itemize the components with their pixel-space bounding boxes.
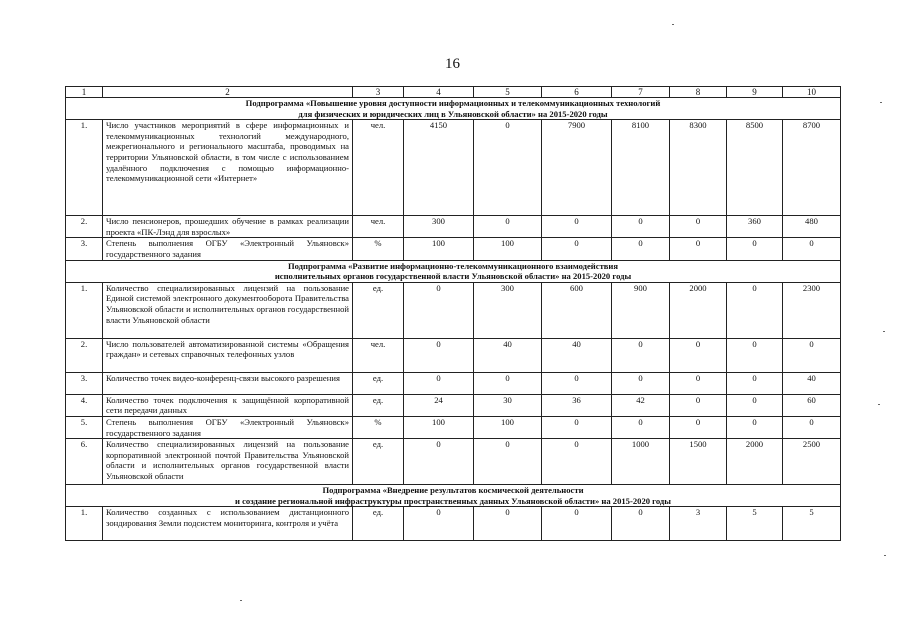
year-value: 24 (404, 394, 474, 416)
year-value: 0 (727, 338, 783, 372)
subprogram-title-line: Подпрограмма «Развитие информационно-телекоммуникационного взаимодействия (287, 260, 619, 271)
row-number: 3. (66, 372, 103, 394)
year-value: 8100 (612, 120, 670, 216)
year-value: 0 (612, 338, 670, 372)
year-value: 0 (783, 338, 841, 372)
year-value: 0 (404, 282, 474, 338)
row-number: 5. (66, 416, 103, 438)
year-value: 0 (474, 120, 542, 216)
year-value: 8700 (783, 120, 841, 216)
year-value: 0 (404, 507, 474, 541)
year-value: 0 (727, 282, 783, 338)
column-number: 5 (474, 87, 542, 98)
year-value: 0 (612, 238, 670, 260)
unit-of-measure: ед. (353, 394, 404, 416)
column-number: 4 (404, 87, 474, 98)
year-value: 60 (783, 394, 841, 416)
column-number: 6 (542, 87, 612, 98)
column-number-row (66, 87, 841, 98)
indicator-name: Количество точек видео-конференц-связи высокого разрешения (103, 372, 353, 394)
year-value: 0 (670, 394, 727, 416)
year-value: 0 (727, 238, 783, 260)
unit-of-measure: ед. (353, 439, 404, 485)
unit-of-measure: чел. (353, 338, 404, 372)
scan-speck (672, 24, 674, 25)
column-number: 8 (670, 87, 727, 98)
subprogram-title-line: для физических и юридических лиц в Ульяновской области» на 2015-2020 годы (298, 108, 608, 119)
indicator-name: Число участников мероприятий в сфере информационных и телекоммуникационных технологий международного, межрегионального и регионального масштаба, проводимых на территории Ульяновской области, в том числе с использованием удалённого подключения с помощью информационно-телекоммуникационной сети «Интернет» (103, 120, 353, 216)
subprogram-row (66, 98, 841, 120)
unit-of-measure: ед. (353, 282, 404, 338)
column-number: 3 (353, 87, 404, 98)
year-value: 0 (612, 416, 670, 438)
subprogram-row (66, 485, 841, 507)
year-value: 5 (727, 507, 783, 541)
year-value: 300 (404, 216, 474, 238)
indicator-name: Количество специализированных лицензий на пользование корпоративной электронной почтой Правительства Ульяновской области и исполнительных органов государственной власти Ульяновской области (103, 439, 353, 485)
year-value: 0 (727, 372, 783, 394)
indicator-row (66, 372, 841, 394)
indicator-name: Количество созданных с использованием дистанционного зондирования Земли подсистем мониторинга, контроля и учёта (103, 507, 353, 541)
year-value: 600 (542, 282, 612, 338)
indicator-name: Степень выполнения ОГБУ «Электронный Ульяновск» государственного задания (103, 238, 353, 260)
row-number: 1. (66, 282, 103, 338)
row-number: 2. (66, 216, 103, 238)
indicator-row (66, 120, 841, 216)
year-value: 100 (404, 416, 474, 438)
unit-of-measure: % (353, 416, 404, 438)
indicator-row (66, 338, 841, 372)
year-value: 0 (404, 338, 474, 372)
indicator-row (66, 507, 841, 541)
year-value: 1000 (612, 439, 670, 485)
subprogram-title-line: Подпрограмма «Внедрение результатов космической деятельности (322, 485, 584, 496)
unit-of-measure: ед. (353, 372, 404, 394)
year-value: 0 (727, 394, 783, 416)
indicator-name: Степень выполнения ОГБУ «Электронный Ульяновск» государственного задания (103, 416, 353, 438)
year-value: 36 (542, 394, 612, 416)
year-value: 0 (670, 338, 727, 372)
year-value: 0 (783, 238, 841, 260)
year-value: 0 (542, 372, 612, 394)
column-number: 1 (66, 87, 103, 98)
year-value: 0 (404, 439, 474, 485)
year-value: 0 (670, 216, 727, 238)
scan-speck (880, 102, 882, 103)
column-number: 9 (727, 87, 783, 98)
year-value: 300 (474, 282, 542, 338)
year-value: 0 (542, 439, 612, 485)
year-value: 42 (612, 394, 670, 416)
subprogram-title (66, 485, 841, 507)
subprogram-title-line: Подпрограмма «Повышение уровня доступности информационных и телекоммуникационных технологий (245, 98, 661, 108)
year-value: 0 (670, 238, 727, 260)
indicator-name: Число пользователей автоматизированной системы «Обращения граждан» и сетевых справочных телефонных узлов (103, 338, 353, 372)
year-value: 40 (474, 338, 542, 372)
year-value: 8500 (727, 120, 783, 216)
year-value: 0 (404, 372, 474, 394)
year-value: 0 (612, 216, 670, 238)
page-number: 16 (445, 56, 460, 72)
subprogram-title-line: исполнительных органов государственной власти Ульяновской области» на 2015-2020 годы (274, 271, 632, 282)
indicator-row (66, 238, 841, 260)
year-value: 0 (542, 507, 612, 541)
year-value: 8300 (670, 120, 727, 216)
year-value: 100 (404, 238, 474, 260)
indicator-row (66, 439, 841, 485)
column-number: 2 (103, 87, 353, 98)
subprogram-title (66, 260, 841, 282)
column-number: 10 (783, 87, 841, 98)
year-value: 30 (474, 394, 542, 416)
row-number: 2. (66, 338, 103, 372)
year-value: 7900 (542, 120, 612, 216)
year-value: 1500 (670, 439, 727, 485)
indicator-name: Количество специализированных лицензий на пользование Единой системой электронного документооборота Правительства Ульяновской области и исполнительных органов государственной власти Ульяновской области (103, 282, 353, 338)
subprogram-title (66, 98, 841, 120)
year-value: 0 (670, 372, 727, 394)
year-value: 3 (670, 507, 727, 541)
indicator-name: Число пенсионеров, прошедших обучение в рамках реализации проекта «ПК-Лэнд для взрослых» (103, 216, 353, 238)
indicator-name: Количество точек подключения к защищённой корпоративной сети передачи данных (103, 394, 353, 416)
year-value: 360 (727, 216, 783, 238)
indicator-row (66, 394, 841, 416)
year-value: 40 (542, 338, 612, 372)
column-number: 7 (612, 87, 670, 98)
year-value: 4150 (404, 120, 474, 216)
year-value: 0 (670, 416, 727, 438)
year-value: 900 (612, 282, 670, 338)
year-value: 0 (542, 216, 612, 238)
year-value: 5 (783, 507, 841, 541)
year-value: 480 (783, 216, 841, 238)
indicators-table (65, 86, 841, 541)
year-value: 0 (474, 439, 542, 485)
year-value: 2500 (783, 439, 841, 485)
year-value: 0 (542, 416, 612, 438)
year-value: 0 (474, 372, 542, 394)
year-value: 0 (542, 238, 612, 260)
year-value: 2000 (727, 439, 783, 485)
year-value: 2300 (783, 282, 841, 338)
row-number: 6. (66, 439, 103, 485)
scan-speck (884, 555, 886, 556)
indicator-row (66, 282, 841, 338)
year-value: 40 (783, 372, 841, 394)
scan-speck (883, 331, 885, 332)
scan-speck (878, 404, 880, 405)
year-value: 100 (474, 238, 542, 260)
subprogram-title-line: и создание региональной инфраструктуры пространственных данных Ульяновской области» на 2015-2020 годы (235, 495, 671, 506)
year-value: 0 (474, 216, 542, 238)
subprogram-row (66, 260, 841, 282)
indicator-row (66, 216, 841, 238)
year-value: 2000 (670, 282, 727, 338)
year-value: 100 (474, 416, 542, 438)
year-value: 0 (474, 507, 542, 541)
row-number: 1. (66, 120, 103, 216)
year-value: 0 (727, 416, 783, 438)
unit-of-measure: % (353, 238, 404, 260)
unit-of-measure: чел. (353, 216, 404, 238)
row-number: 1. (66, 507, 103, 541)
unit-of-measure: чел. (353, 120, 404, 216)
row-number: 3. (66, 238, 103, 260)
unit-of-measure: ед. (353, 507, 404, 541)
row-number: 4. (66, 394, 103, 416)
scan-speck (240, 600, 242, 601)
year-value: 0 (783, 416, 841, 438)
indicator-row (66, 416, 841, 438)
year-value: 0 (612, 507, 670, 541)
year-value: 0 (612, 372, 670, 394)
